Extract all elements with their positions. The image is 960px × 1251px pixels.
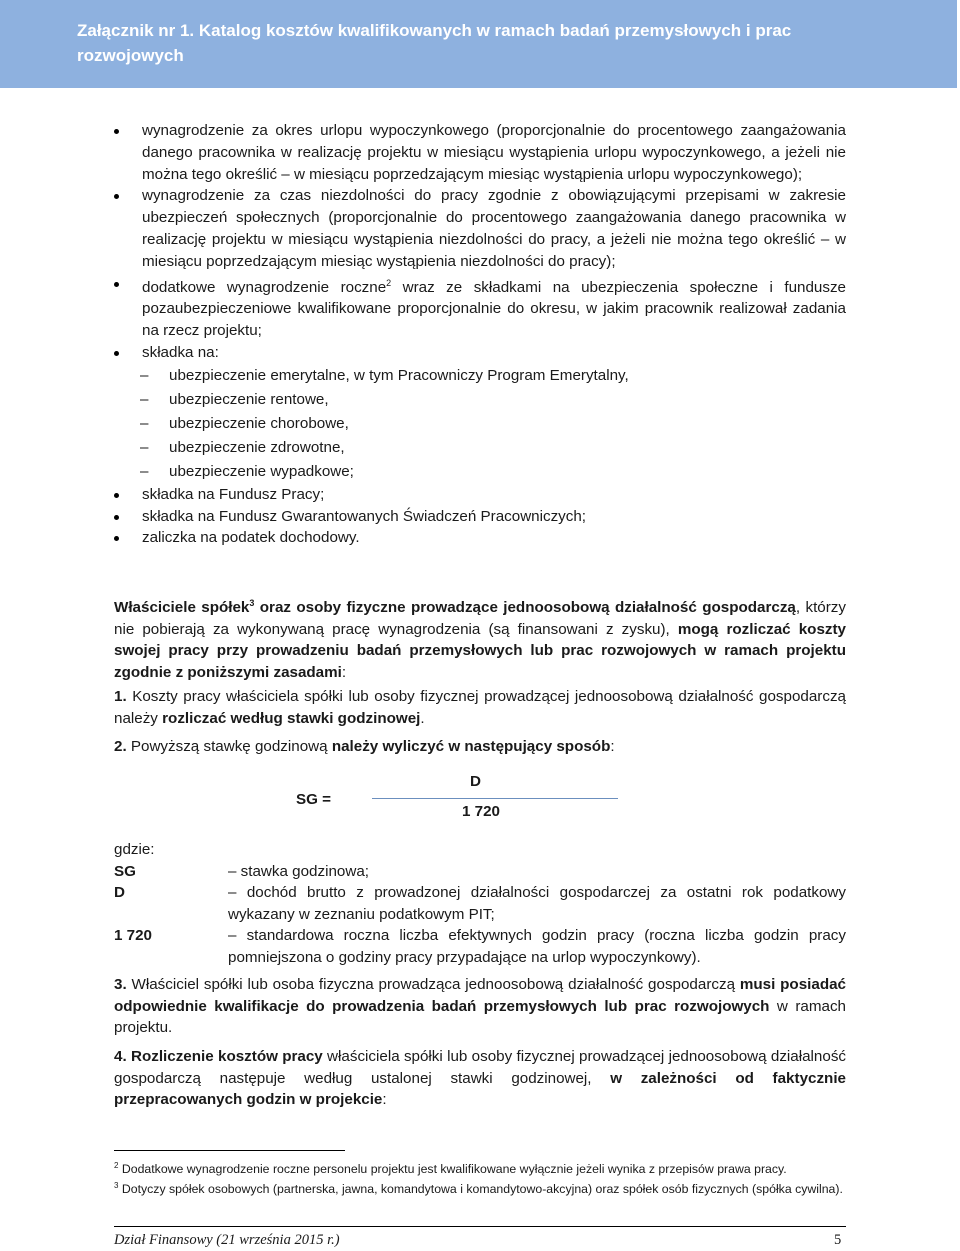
- point-number: 4.: [114, 1048, 127, 1065]
- text: Powyższą stawkę godzinową: [126, 738, 332, 755]
- bold-text: musi posiadać odpowiednie kwalifikacje do prowadzenia badań przemysłowych lub prac rozwojowych: [114, 976, 846, 1015]
- footer-rule: [114, 1226, 846, 1227]
- footnote-number: 2: [114, 1161, 119, 1170]
- list-item-text: dodatkowe wynagrodzenie roczne: [142, 278, 387, 296]
- text: :: [610, 738, 615, 755]
- text: Właściciel spółki lub osoba fizyczna prowadząca jednoosobową działalność gospodarczą: [126, 976, 740, 993]
- footnote-ref: 3: [249, 598, 255, 608]
- formula-numerator: D: [470, 773, 481, 790]
- sub-list-item: – ubezpieczenie chorobowe,: [112, 412, 846, 436]
- list-item: wynagrodzenie za okres urlopu wypoczynkowego (proporcjonalnie do procentowego zaangażowania danego pracownika w realizację projektu w miesiącu wystąpienia urlopu wypoczynkowego, a jeżeli nie można tego określić – w miesiącu poprzedzającym miesiąc wystąpienia urlopu wypoczynkowego);: [112, 120, 846, 185]
- point-2: [114, 736, 846, 758]
- definition-row: [114, 861, 846, 883]
- definition-row: [114, 925, 846, 968]
- point-1: [114, 686, 846, 729]
- point-3: [114, 974, 846, 1039]
- definitions-intro: gdzie:: [114, 841, 155, 858]
- fraction-line: [372, 798, 618, 799]
- list-item: wynagrodzenie za czas niezdolności do pracy zgodnie z obowiązującymi przepisami w zakresie ubezpieczeń społecznych (proporcjonalnie do procentowego zaangażowania danego pracownika w realizację projektu w miesiącu wystąpienia niezdolności do pracy, a jeżeli nie można tego określić – w miesiącu poprzedzającym miesiąc wystąpienia niezdolności do pracy);: [112, 185, 846, 272]
- footnote-separator: [114, 1150, 345, 1151]
- definition-desc: – stawka godzinowa;: [228, 862, 369, 880]
- bold-text: Rozliczenie kosztów pracy: [126, 1048, 323, 1065]
- sub-list-item: – ubezpieczenie zdrowotne,: [112, 436, 846, 460]
- text: właściciela spółki lub osoby fizycznej prowadzącej jednoosobową działalność gospodarczą następuje według ustalonej stawki godzinowej,: [114, 1048, 847, 1087]
- sub-list-item: – ubezpieczenie wypadkowe;: [112, 460, 846, 484]
- footnote: [114, 1157, 846, 1178]
- bold-text: rozliczać według stawki godzinowej: [162, 709, 421, 727]
- footnote-text: Dotyczy spółek osobowych (partnerska, jawna, komandytowa i komandytowo-akcyjna) oraz spółek osób fizycznych (spółka cywilna).: [118, 1182, 843, 1197]
- bold-text: w zależności od faktycznie przepracowanych godzin w projekcie: [114, 1069, 846, 1109]
- bold-text: należy wyliczyć w następujący sposób: [331, 738, 611, 755]
- text: :: [382, 1091, 387, 1109]
- list-item-text: wraz ze składkami na ubezpieczenia społeczne i fundusze pozaubezpieczeniowe kwalifikowane proporcjonalnie do okresu, w jakim pracownik realizował zadania na rzecz projektu;: [142, 278, 846, 340]
- bold-text: Właściciele spółek: [114, 599, 250, 617]
- list-item: składka na Fundusz Pracy;: [112, 484, 846, 506]
- footer-department: Dział Finansowy (21 września 2015 r.): [114, 1232, 340, 1248]
- cost-list: [112, 120, 846, 549]
- definitions: [114, 839, 846, 969]
- text: Koszty pracy właściciela spółki lub osoby fizycznej prowadzącej jednoosobową działalność gospodarczą należy: [114, 688, 846, 727]
- document-title: Załącznik nr 1. Katalog kosztów kwalifikowanych w ramach badań przemysłowych i prac rozwojowych: [77, 21, 792, 65]
- sub-list-item: – ubezpieczenie emerytalne, w tym Pracowniczy Program Emerytalny,: [112, 364, 846, 388]
- footnote-ref: 2: [386, 277, 392, 288]
- point-number: 1.: [114, 688, 127, 705]
- list-item: składka na Fundusz Gwarantowanych Świadczeń Pracowniczych;: [112, 506, 846, 528]
- definition-desc: – dochód brutto z prowadzonej działalności gospodarczej za ostatni rok podatkowy wykazany w zeznaniu podatkowym PIT;: [228, 884, 846, 923]
- definition-term: D: [114, 884, 125, 902]
- definition-term: SG: [114, 862, 136, 880]
- list-item: [112, 273, 846, 342]
- point-number: 2.: [114, 738, 127, 755]
- definition-term: 1 720: [114, 927, 153, 945]
- text: w ramach projektu.: [114, 997, 846, 1037]
- list-item: składka na:: [112, 342, 846, 364]
- text: :: [341, 663, 347, 681]
- point-number: 3.: [114, 976, 127, 993]
- formula-denominator: 1 720: [462, 803, 501, 820]
- footnote-text: Dodatkowe wynagrodzenie roczne personelu projektu jest kwalifikowane wyłącznie jeżeli wynika z przepisów prawa pracy.: [118, 1162, 787, 1177]
- bold-text: oraz osoby fizyczne prowadzące jednoosobową działalność gospodarczą: [254, 599, 796, 617]
- definition-desc: – standardowa roczna liczba efektywnych godzin pracy (roczna liczba godzin pracy pomniejszona o godziny pracy przypadające na urlop wypoczynkowy).: [228, 927, 846, 966]
- point-4: [114, 1046, 846, 1111]
- footnote-number: 3: [114, 1181, 119, 1190]
- page-number: 5: [834, 1232, 842, 1248]
- definition-row: [114, 882, 846, 925]
- header-bar: [0, 0, 957, 88]
- bold-text: mogą rozliczać koszty swojej pracy przy prowadzeniu badań przemysłowych lub prac rozwojowych w ramach projektu zgodnie z poniższymi zasadami: [114, 620, 846, 681]
- formula-label: SG =: [296, 791, 332, 808]
- list-item: zaliczka na podatek dochodowy.: [112, 527, 846, 549]
- text: , którzy nie pobierają za wykonywaną pracę wynagrodzenia (są finansowani z zysku),: [114, 599, 846, 638]
- text: .: [420, 709, 425, 727]
- hourly-rate-formula: [296, 771, 626, 831]
- intro-paragraph: [114, 593, 846, 683]
- sub-list-item: – ubezpieczenie rentowe,: [112, 388, 846, 412]
- footnote: [114, 1177, 846, 1198]
